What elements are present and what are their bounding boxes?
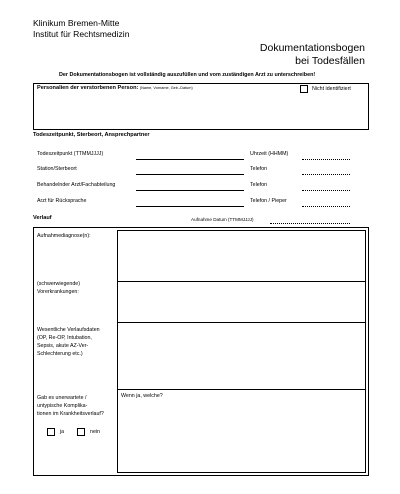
- physician-label: Behandelnder Arzt/Fachabteilung: [37, 182, 116, 188]
- no-checkbox[interactable]: [77, 428, 85, 436]
- pager-field[interactable]: [302, 206, 350, 207]
- course-data-label-1: Wesentliche Verlaufsdaten: [37, 327, 100, 333]
- death-section-heading: Todeszeitpunkt, Sterbeort, Ansprechpartner: [33, 132, 150, 138]
- pre-conditions-label-1: (schwerwiegende): [37, 281, 80, 287]
- not-identified-checkbox[interactable]: [300, 85, 308, 93]
- physician-phone-label: Telefon: [250, 182, 268, 188]
- pager-label: Telefon / Pieper: [250, 198, 287, 204]
- death-hour-field[interactable]: [302, 159, 350, 160]
- if-yes-label: Wenn ja, welche?: [121, 393, 163, 399]
- not-identified-label: Nicht identifiziert: [312, 86, 351, 92]
- no-label: nein: [90, 429, 101, 435]
- contact-physician-label: Arzt für Rücksprache: [37, 198, 87, 204]
- yes-label: ja: [60, 429, 65, 435]
- pre-conditions-label-2: Vorerkrankungen:: [37, 289, 79, 295]
- form-title: Dokumentationsbogen: [259, 42, 365, 54]
- course-data-label-2: (OP, Re-OP, Intubation,: [37, 335, 92, 341]
- physician-phone-field[interactable]: [302, 190, 350, 191]
- ward-phone-field[interactable]: [302, 174, 350, 175]
- course-data-label-4: Schlechterung etc.): [37, 351, 83, 357]
- personal-data-hint: (Name, Vorname, Geb.-Datum): [139, 86, 193, 90]
- physician-field[interactable]: [136, 190, 244, 191]
- complications-label-1: Gab es unerwartete /: [37, 395, 87, 401]
- admission-date-label: Aufnahme Datum (TTMMJJJJ): [191, 217, 254, 222]
- ward-phone-label: Telefon: [250, 166, 268, 172]
- complications-label-3: tionen im Krankheitsverlauf?: [37, 411, 104, 417]
- personal-data-label: Personalien der verstorbenen Person: (Name, Vorname, Geb.-Datum): [37, 85, 193, 91]
- form-subtitle: bei Todesfällen: [295, 55, 365, 67]
- course-heading: Verlauf: [33, 215, 52, 221]
- ward-field[interactable]: [136, 174, 244, 175]
- death-hour-label: Uhrzeit (HHMM): [250, 151, 289, 157]
- contact-physician-field[interactable]: [136, 206, 244, 207]
- institution-name: Klinikum Bremen-Mitte: [33, 18, 120, 28]
- admission-diagnosis-label: Aufnahmediagnose(n):: [37, 233, 91, 239]
- course-data-label-3: Sepsis, akute AZ-Ver-: [37, 343, 89, 349]
- completion-notice: Der Dokumentationsbogen ist vollständig auszufüllen und vom zuständigen Arzt zu unterschreiben!: [59, 72, 316, 78]
- institute-name: Institut für Rechtsmedizin: [33, 29, 130, 39]
- yes-checkbox[interactable]: [47, 428, 55, 436]
- death-time-label: Todeszeitpunkt (TTMMJJJJ): [37, 151, 104, 157]
- complications-box[interactable]: [117, 389, 366, 473]
- ward-label: Station/Sterbeort: [37, 166, 77, 172]
- admission-date-field[interactable]: [270, 223, 350, 224]
- admission-diagnosis-box[interactable]: [117, 230, 366, 282]
- complications-label-2: untypische Komplika-: [37, 403, 88, 409]
- pre-existing-conditions-box[interactable]: [117, 281, 366, 323]
- course-data-box[interactable]: [117, 322, 366, 390]
- death-time-field[interactable]: [136, 159, 244, 160]
